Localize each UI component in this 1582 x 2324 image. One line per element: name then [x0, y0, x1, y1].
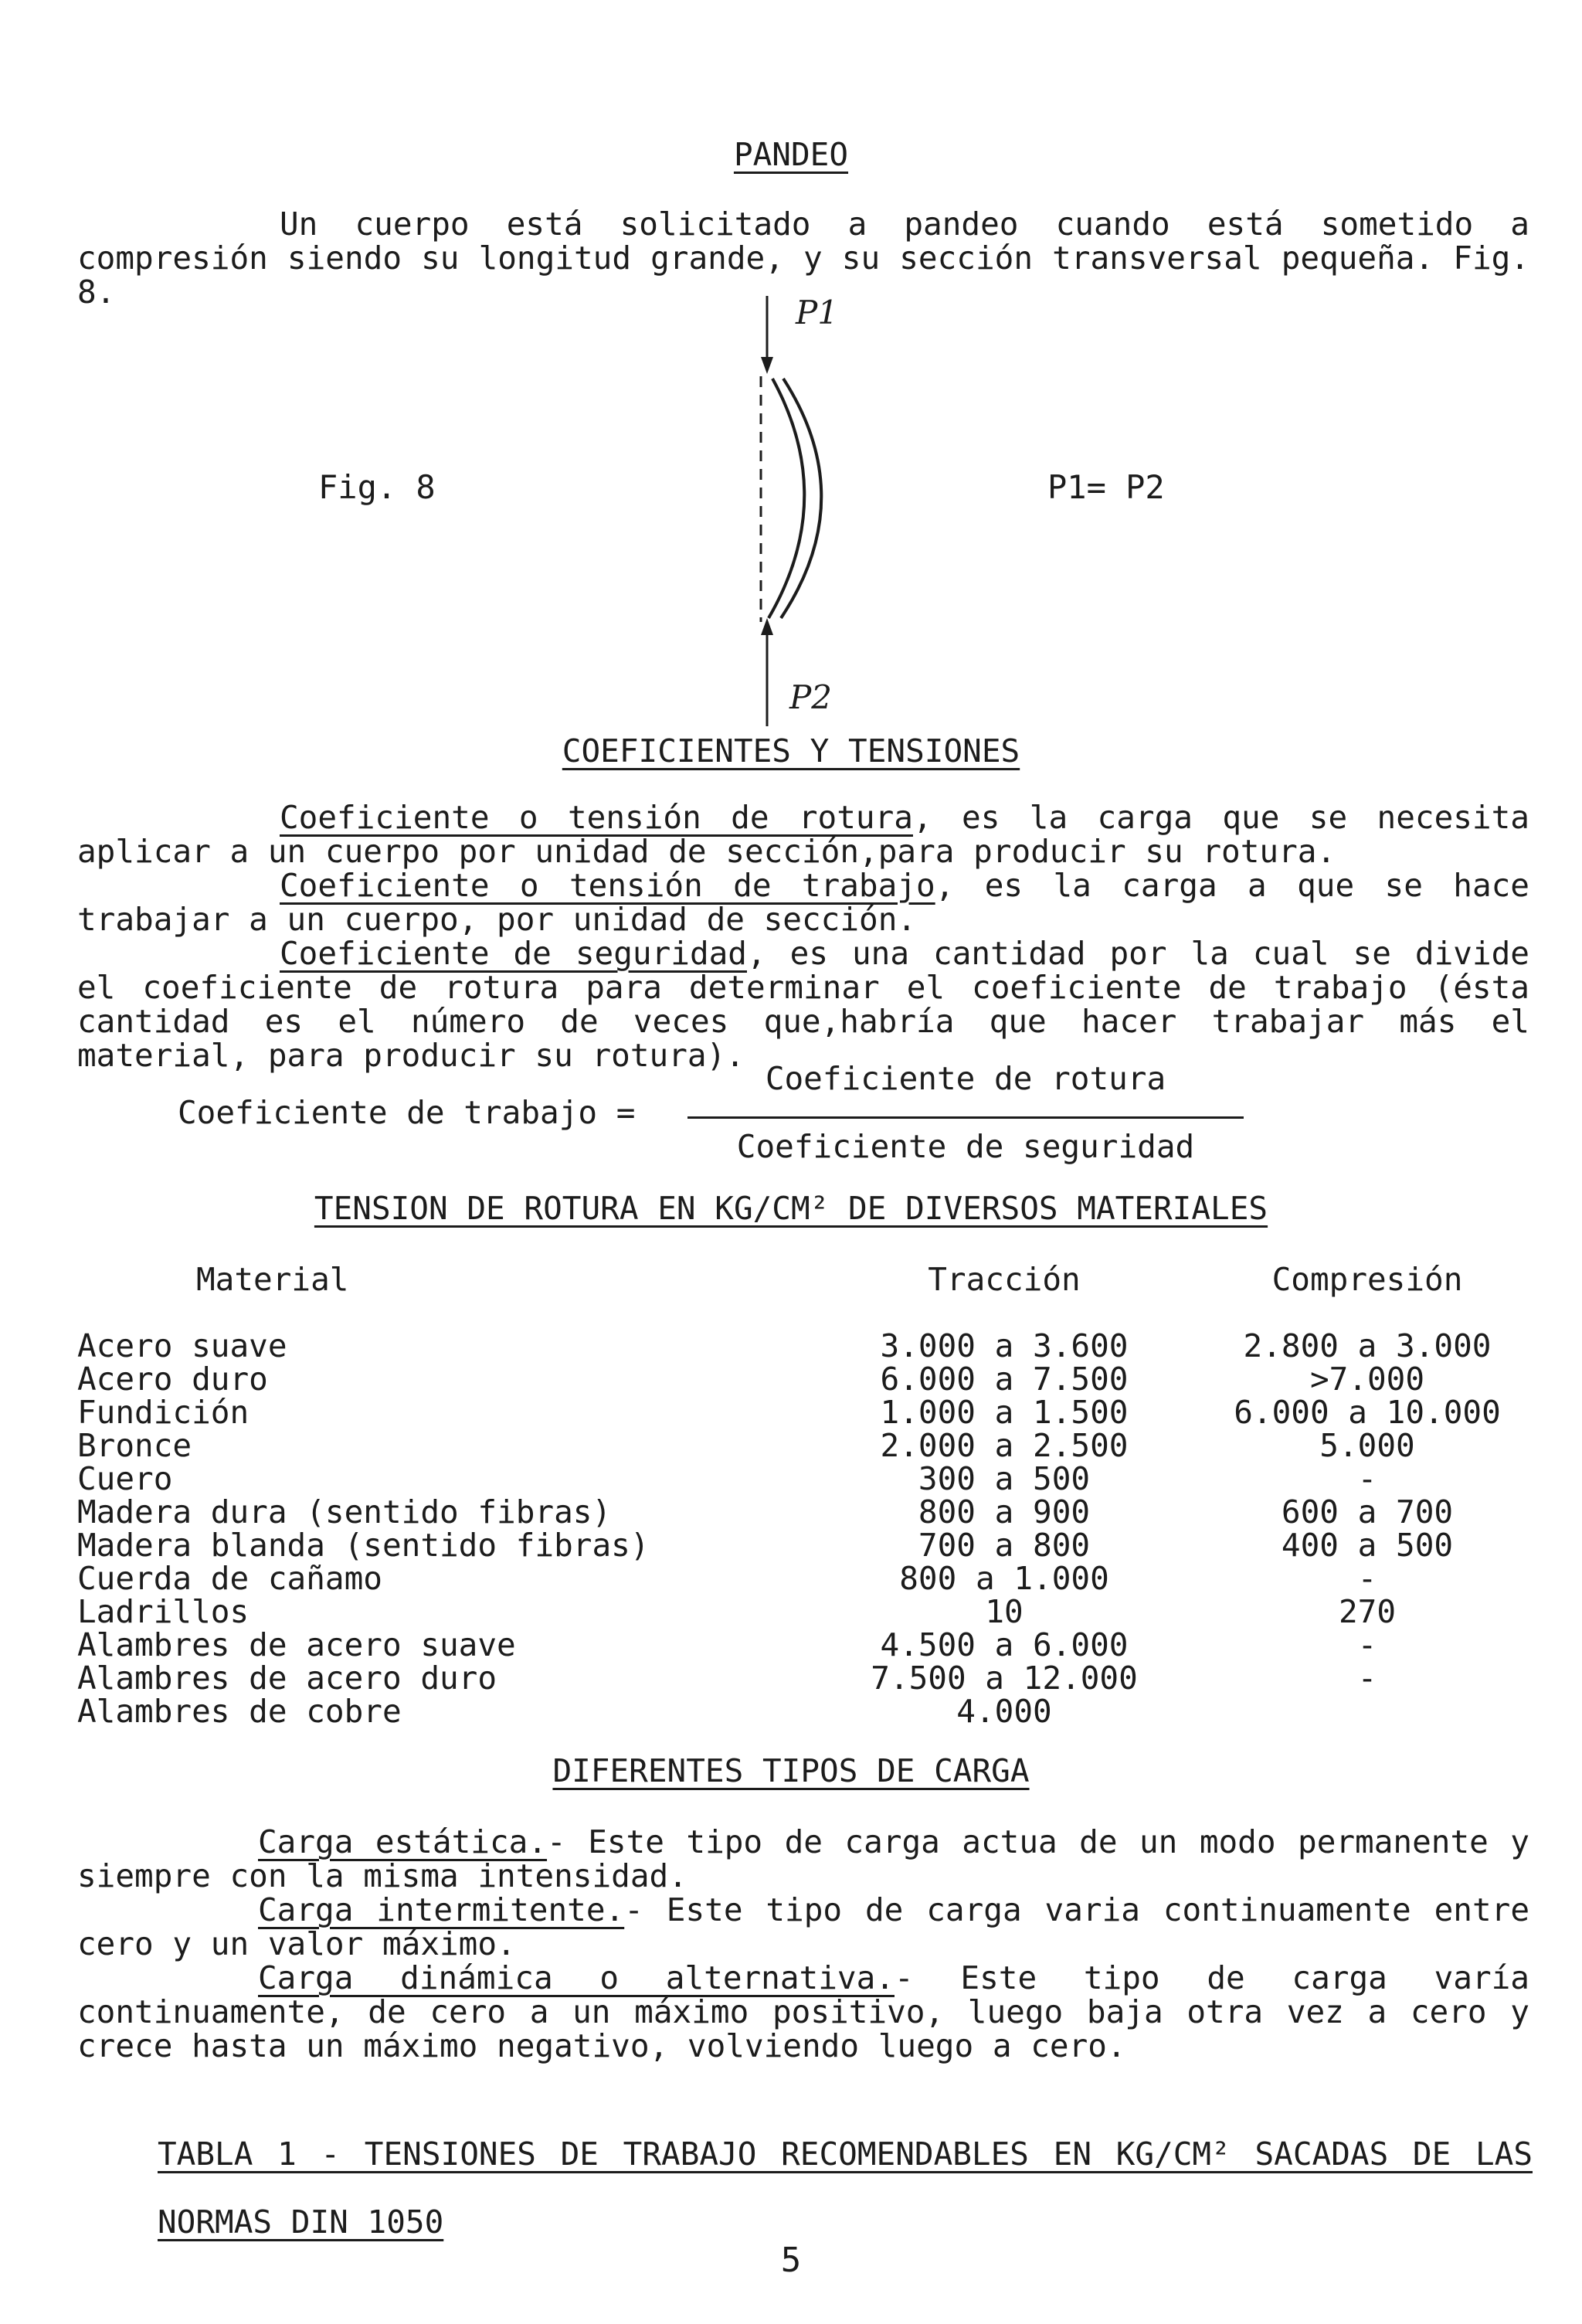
trabajo-definition: , es la carga a que se hace trabajar a un cuerpo, por unidad de sección. — [77, 867, 1529, 938]
page-number: 5 — [780, 2241, 802, 2280]
cell-material: Acero duro — [77, 1361, 268, 1398]
header-compresion: Compresión — [1271, 1261, 1463, 1298]
cell-traccion: 6.000 a 7.500 — [880, 1361, 1129, 1398]
cell-traccion: 4.500 a 6.000 — [880, 1626, 1129, 1663]
cell-material: Fundición — [77, 1394, 250, 1431]
formula-lhs: Coeficiente de trabajo = — [178, 1094, 636, 1131]
cell-compresion: >7.000 — [1309, 1361, 1425, 1398]
section-title-coeficientes: COEFICIENTES Y TENSIONES — [562, 732, 1020, 770]
p1-arrowhead — [761, 357, 773, 374]
cell-traccion: 700 a 800 — [918, 1527, 1091, 1564]
pandeo-paragraph-text: Un cuerpo está solicitado a pandeo cuando está sometido a compresión siendo su longitud grande, y su sección transversal pequeña. Fig. 8. — [77, 206, 1529, 311]
cell-material: Madera blanda (sentido fibras) — [77, 1527, 650, 1564]
rotura-paragraph — [77, 800, 1529, 868]
cell-material: Acero suave — [77, 1327, 287, 1364]
materials-table-title: TENSION DE ROTURA EN KG/CM² DE DIVERSOS MATERIALES — [314, 1190, 1268, 1227]
cell-traccion: 1.000 a 1.500 — [880, 1394, 1129, 1431]
p2-label: P2 — [789, 678, 832, 716]
cell-material: Madera dura (sentido fibras) — [77, 1493, 612, 1531]
cell-compresion: - — [1357, 1560, 1377, 1597]
seguridad-definition: , es una cantidad por la cual se divide el coeficiente de rotura para determinar el coeficiente de trabajo (ésta cantidad es el número de veces que,habría que hacer trabajar más el material, para producir su rotura). — [77, 935, 1529, 1074]
cell-material: Cuero — [77, 1460, 173, 1497]
p1-label: P1 — [796, 294, 838, 331]
cell-material: Ladrillos — [77, 1593, 250, 1630]
cell-material: Cuerda de cañamo — [77, 1560, 382, 1597]
intermitente-paragraph — [77, 1893, 1529, 1961]
cell-material: Alambres de cobre — [77, 1693, 402, 1730]
cell-compresion: - — [1357, 1660, 1377, 1697]
estatica-definition: - Este tipo de carga actua de un modo permanente y siempre con la misma intensidad. — [77, 1823, 1529, 1894]
cell-material: Alambres de acero duro — [77, 1660, 497, 1697]
section-title-pandeo: PANDEO — [733, 136, 849, 173]
cell-compresion: 400 a 500 — [1281, 1527, 1454, 1564]
cell-compresion: 6.000 a 10.000 — [1234, 1394, 1501, 1431]
cell-material: Alambres de acero suave — [77, 1626, 516, 1663]
column-inner-edge — [769, 379, 804, 618]
dinamica-definition: - Este tipo de carga varía continuamente, de cero a un máximo positivo, luego baja otra vez a cero y crece hasta un máximo negativo, volviendo luego a cero. — [77, 1959, 1529, 2064]
trabajo-term: Coeficiente o tensión de trabajo — [280, 867, 935, 904]
dinamica-paragraph — [77, 1961, 1529, 2063]
cell-traccion: 300 a 500 — [918, 1460, 1091, 1497]
cell-compresion: - — [1357, 1460, 1377, 1497]
cell-traccion: 10 — [985, 1593, 1024, 1630]
cell-traccion: 7.500 a 12.000 — [871, 1660, 1138, 1697]
header-material: Material — [196, 1261, 349, 1298]
formula-denominator: Coeficiente de seguridad — [736, 1128, 1195, 1165]
intermitente-term: Carga intermitente. — [258, 1891, 625, 1928]
header-traccion: Tracción — [928, 1261, 1081, 1298]
section-title-cargas: DIFERENTES TIPOS DE CARGA — [552, 1752, 1030, 1789]
rotura-definition: , es la carga que se necesita aplicar a un cuerpo por unidad de sección,para producir su rotura. — [77, 799, 1529, 870]
intermitente-definition: - Este tipo de carga varia continuamente entre cero y un valor máximo. — [77, 1891, 1530, 1962]
figure-equation: P1= P2 — [1047, 468, 1165, 506]
cell-traccion: 800 a 900 — [918, 1493, 1091, 1531]
cell-material: Bronce — [77, 1427, 192, 1464]
cell-compresion: 5.000 — [1319, 1427, 1415, 1464]
cell-compresion: 600 a 700 — [1281, 1493, 1454, 1531]
estatica-term: Carga estática. — [258, 1823, 548, 1860]
formula-numerator: Coeficiente de rotura — [765, 1060, 1166, 1097]
tabla1-title: TABLA 1 - TENSIONES DE TRABAJO RECOMENDABLES EN KG/CM² SACADAS DE LAS NORMAS DIN 1050 — [158, 2135, 1533, 2241]
estatica-paragraph — [77, 1825, 1529, 1893]
formula-fraction-bar — [687, 1116, 1244, 1119]
rotura-term: Coeficiente o tensión de rotura — [280, 799, 913, 836]
cell-compresion: - — [1357, 1626, 1377, 1663]
cell-traccion: 2.000 a 2.500 — [880, 1427, 1129, 1464]
cell-traccion: 800 a 1.000 — [899, 1560, 1109, 1597]
seguridad-paragraph — [77, 936, 1529, 1072]
cell-traccion: 4.000 — [956, 1693, 1052, 1730]
trabajo-paragraph — [77, 868, 1529, 936]
figure-caption: Fig. 8 — [318, 468, 436, 506]
dinamica-term: Carga dinámica o alternativa. — [258, 1959, 895, 1996]
seguridad-term: Coeficiente de seguridad — [280, 935, 747, 972]
cell-compresion: 270 — [1338, 1593, 1397, 1630]
cell-compresion: 2.800 a 3.000 — [1243, 1327, 1492, 1364]
cell-traccion: 3.000 a 3.600 — [880, 1327, 1129, 1364]
